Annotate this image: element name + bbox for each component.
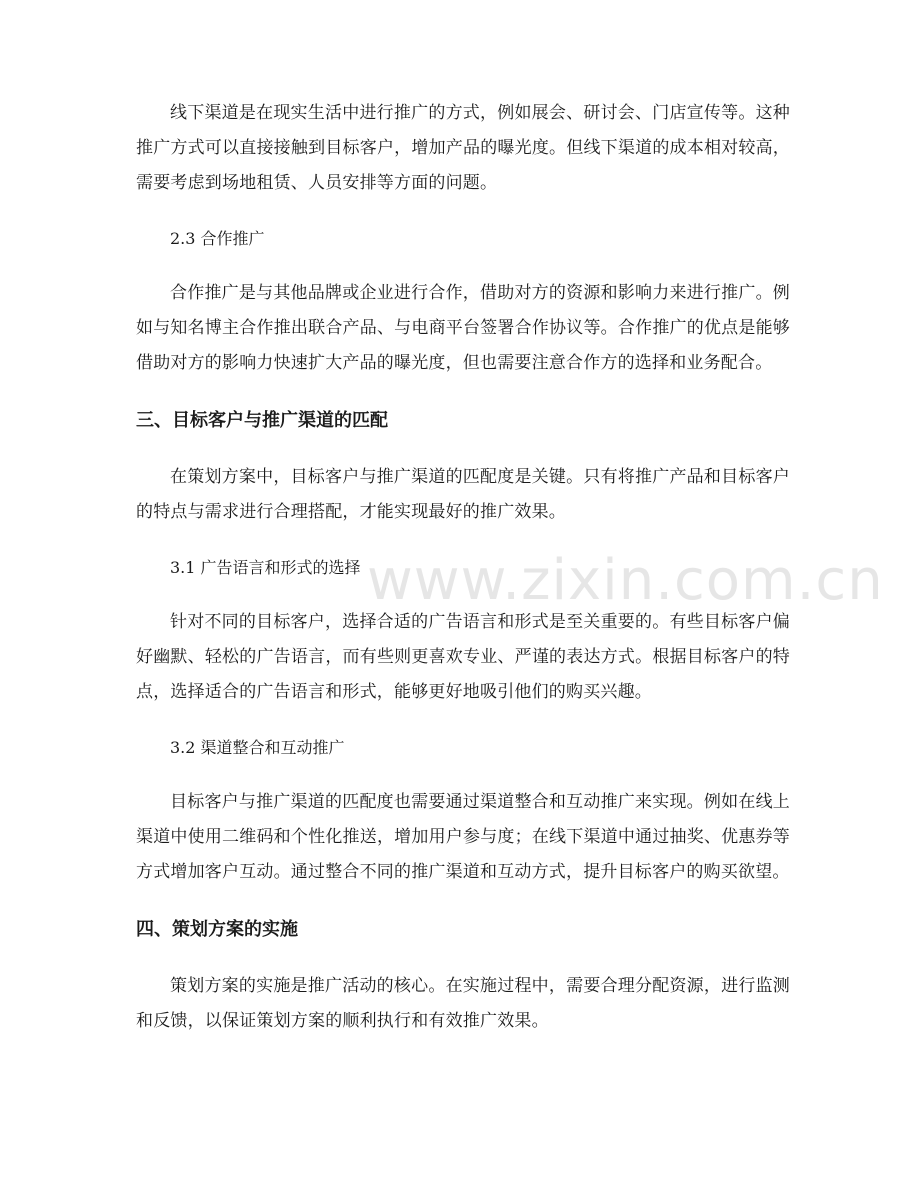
paragraph-channel-integration: 目标客户与推广渠道的匹配度也需要通过渠道整合和互动推广来实现。例如在线上渠道中使用二维码和个性化推送，增加用户参与度；在线下渠道中通过抽奖、优惠券等方式增加客户互动。通过整合不同的推广渠道和互动方式，提升目标客户的购买欲望。: [136, 792, 790, 882]
paragraph-offline-channels: 线下渠道是在现实生活中进行推广的方式，例如展会、研讨会、门店宣传等。这种推广方式可以直接接触到目标客户，增加产品的曝光度。但线下渠道的成本相对较高，需要考虑到场地租赁、人员安排等方面的问题。: [136, 103, 790, 193]
paragraph-channel-matching: 在策划方案中，目标客户与推广渠道的匹配度是关键。只有将推广产品和目标客户的特点与需求进行合理搭配，才能实现最好的推广效果。: [136, 467, 790, 522]
paragraph-implementation: 策划方案的实施是推广活动的核心。在实施过程中，需要合理分配资源，进行监测和反馈，以保证策划方案的顺利执行和有效推广效果。: [136, 976, 790, 1031]
subheading-2-3: 2.3 合作推广: [170, 229, 265, 248]
document-page: [136, 96, 790, 1039]
paragraph-ad-language: 针对不同的目标客户，选择合适的广告语言和形式是至关重要的。有些目标客户偏好幽默、轻松的广告语言，而有些则更喜欢专业、严谨的表达方式。根据目标客户的特点，选择适合的广告语言和形式，能够更好地吸引他们的购买兴趣。: [136, 612, 790, 702]
subheading-3-1: 3.1 广告语言和形式的选择: [170, 558, 361, 577]
heading-section-3: 三、目标客户与推广渠道的匹配: [136, 410, 388, 431]
heading-section-4: 四、策划方案的实施: [136, 919, 298, 940]
watermark: www.zixin.com.cn: [367, 548, 884, 613]
paragraph-cooperative-promotion: 合作推广是与其他品牌或企业进行合作，借助对方的资源和影响力来进行推广。例如与知名博主合作推出联合产品、与电商平台签署合作协议等。合作推广的优点是能够借助对方的影响力快速扩大产品的曝光度，但也需要注意合作方的选择和业务配合。: [136, 283, 790, 373]
subheading-3-2: 3.2 渠道整合和互动推广: [170, 738, 345, 757]
